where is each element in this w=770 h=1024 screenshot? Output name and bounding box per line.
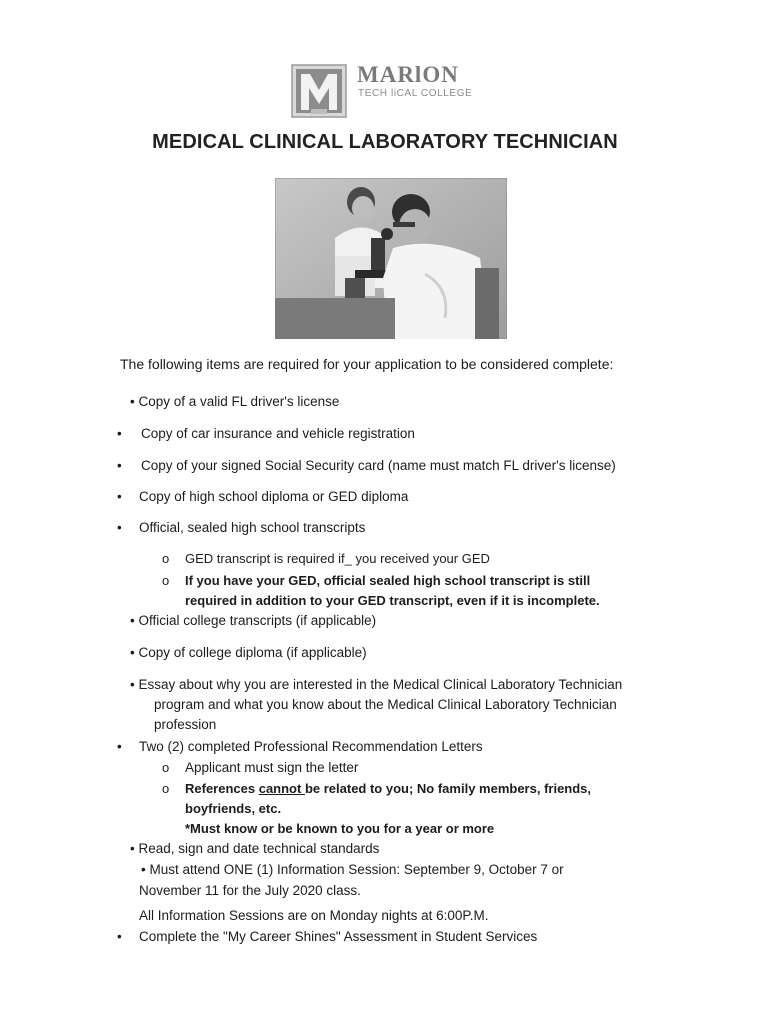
logo-subtitle: TECH liCAL COLLEGE [358, 88, 473, 99]
sub-bullet: o [162, 781, 170, 796]
list-item-continued: profession [154, 717, 217, 732]
list-item: • Read, sign and date technical standards [130, 841, 380, 856]
bullet: • [117, 520, 122, 535]
sub-list-item-note: *Must know or be known to you for a year or more [185, 821, 495, 836]
list-item: Official, sealed high school transcripts [139, 520, 366, 535]
list-item: Copy of high school diploma or GED diploma [139, 489, 409, 504]
list-item: • Copy of college diploma (if applicable) [130, 645, 367, 660]
related-text: be related to you; No family members, friends, [304, 781, 592, 796]
lab-photo [275, 178, 507, 339]
list-item: • Copy of a valid FL driver's license [130, 394, 340, 409]
list-item: Copy of your signed Social Security card (name must match FL driver's license) [141, 458, 616, 473]
sub-bullet: o [162, 573, 170, 588]
list-item: • Must attend ONE (1) Information Session: September 9, October 7 or [141, 862, 564, 877]
logo-wordmark: MARlON [357, 62, 459, 87]
list-item: Copy of car insurance and vehicle registration [141, 426, 415, 441]
bullet: • [117, 489, 122, 504]
list-item: • Essay about why you are interested in the Medical Clinical Laboratory Technician [130, 677, 623, 692]
sub-list-item: Applicant must sign the letter [185, 760, 359, 775]
list-item-continued: November 11 for the July 2020 class. [139, 883, 361, 898]
sub-bullet: o [162, 551, 170, 566]
list-item: • Official college transcripts (if applicable) [130, 613, 377, 628]
list-item-continued: program and what you know about the Medical Clinical Laboratory Technician [154, 697, 617, 712]
bullet: • [117, 426, 122, 441]
cannot-emphasis: cannot [258, 781, 305, 796]
college-shield-icon [291, 64, 347, 118]
sub-list-item-continued: required in addition to your GED transcript, even if it is incomplete. [185, 593, 600, 608]
list-item: Complete the "My Career Shines" Assessment in Student Services [139, 929, 538, 944]
sub-bullet: o [162, 760, 170, 775]
college-logo [291, 64, 486, 116]
sub-list-item: If you have your GED, official sealed high school transcript is still [185, 573, 591, 588]
sub-list-item: GED transcript is required if_ you received your GED [185, 551, 490, 566]
info-note: All Information Sessions are on Monday nights at 6:00P.M. [139, 908, 489, 923]
sub-list-item [185, 781, 591, 796]
references-text: References [185, 781, 259, 796]
bullet: • [117, 929, 122, 944]
intro-text: The following items are required for your application to be considered complete: [120, 356, 614, 372]
page-title: MEDICAL CLINICAL LABORATORY TECHNICIAN [152, 131, 618, 153]
list-item: Two (2) completed Professional Recommendation Letters [139, 739, 483, 754]
bullet: • [117, 458, 122, 473]
sub-list-item-continued: boyfriends, etc. [185, 801, 282, 816]
bullet: • [117, 739, 122, 754]
